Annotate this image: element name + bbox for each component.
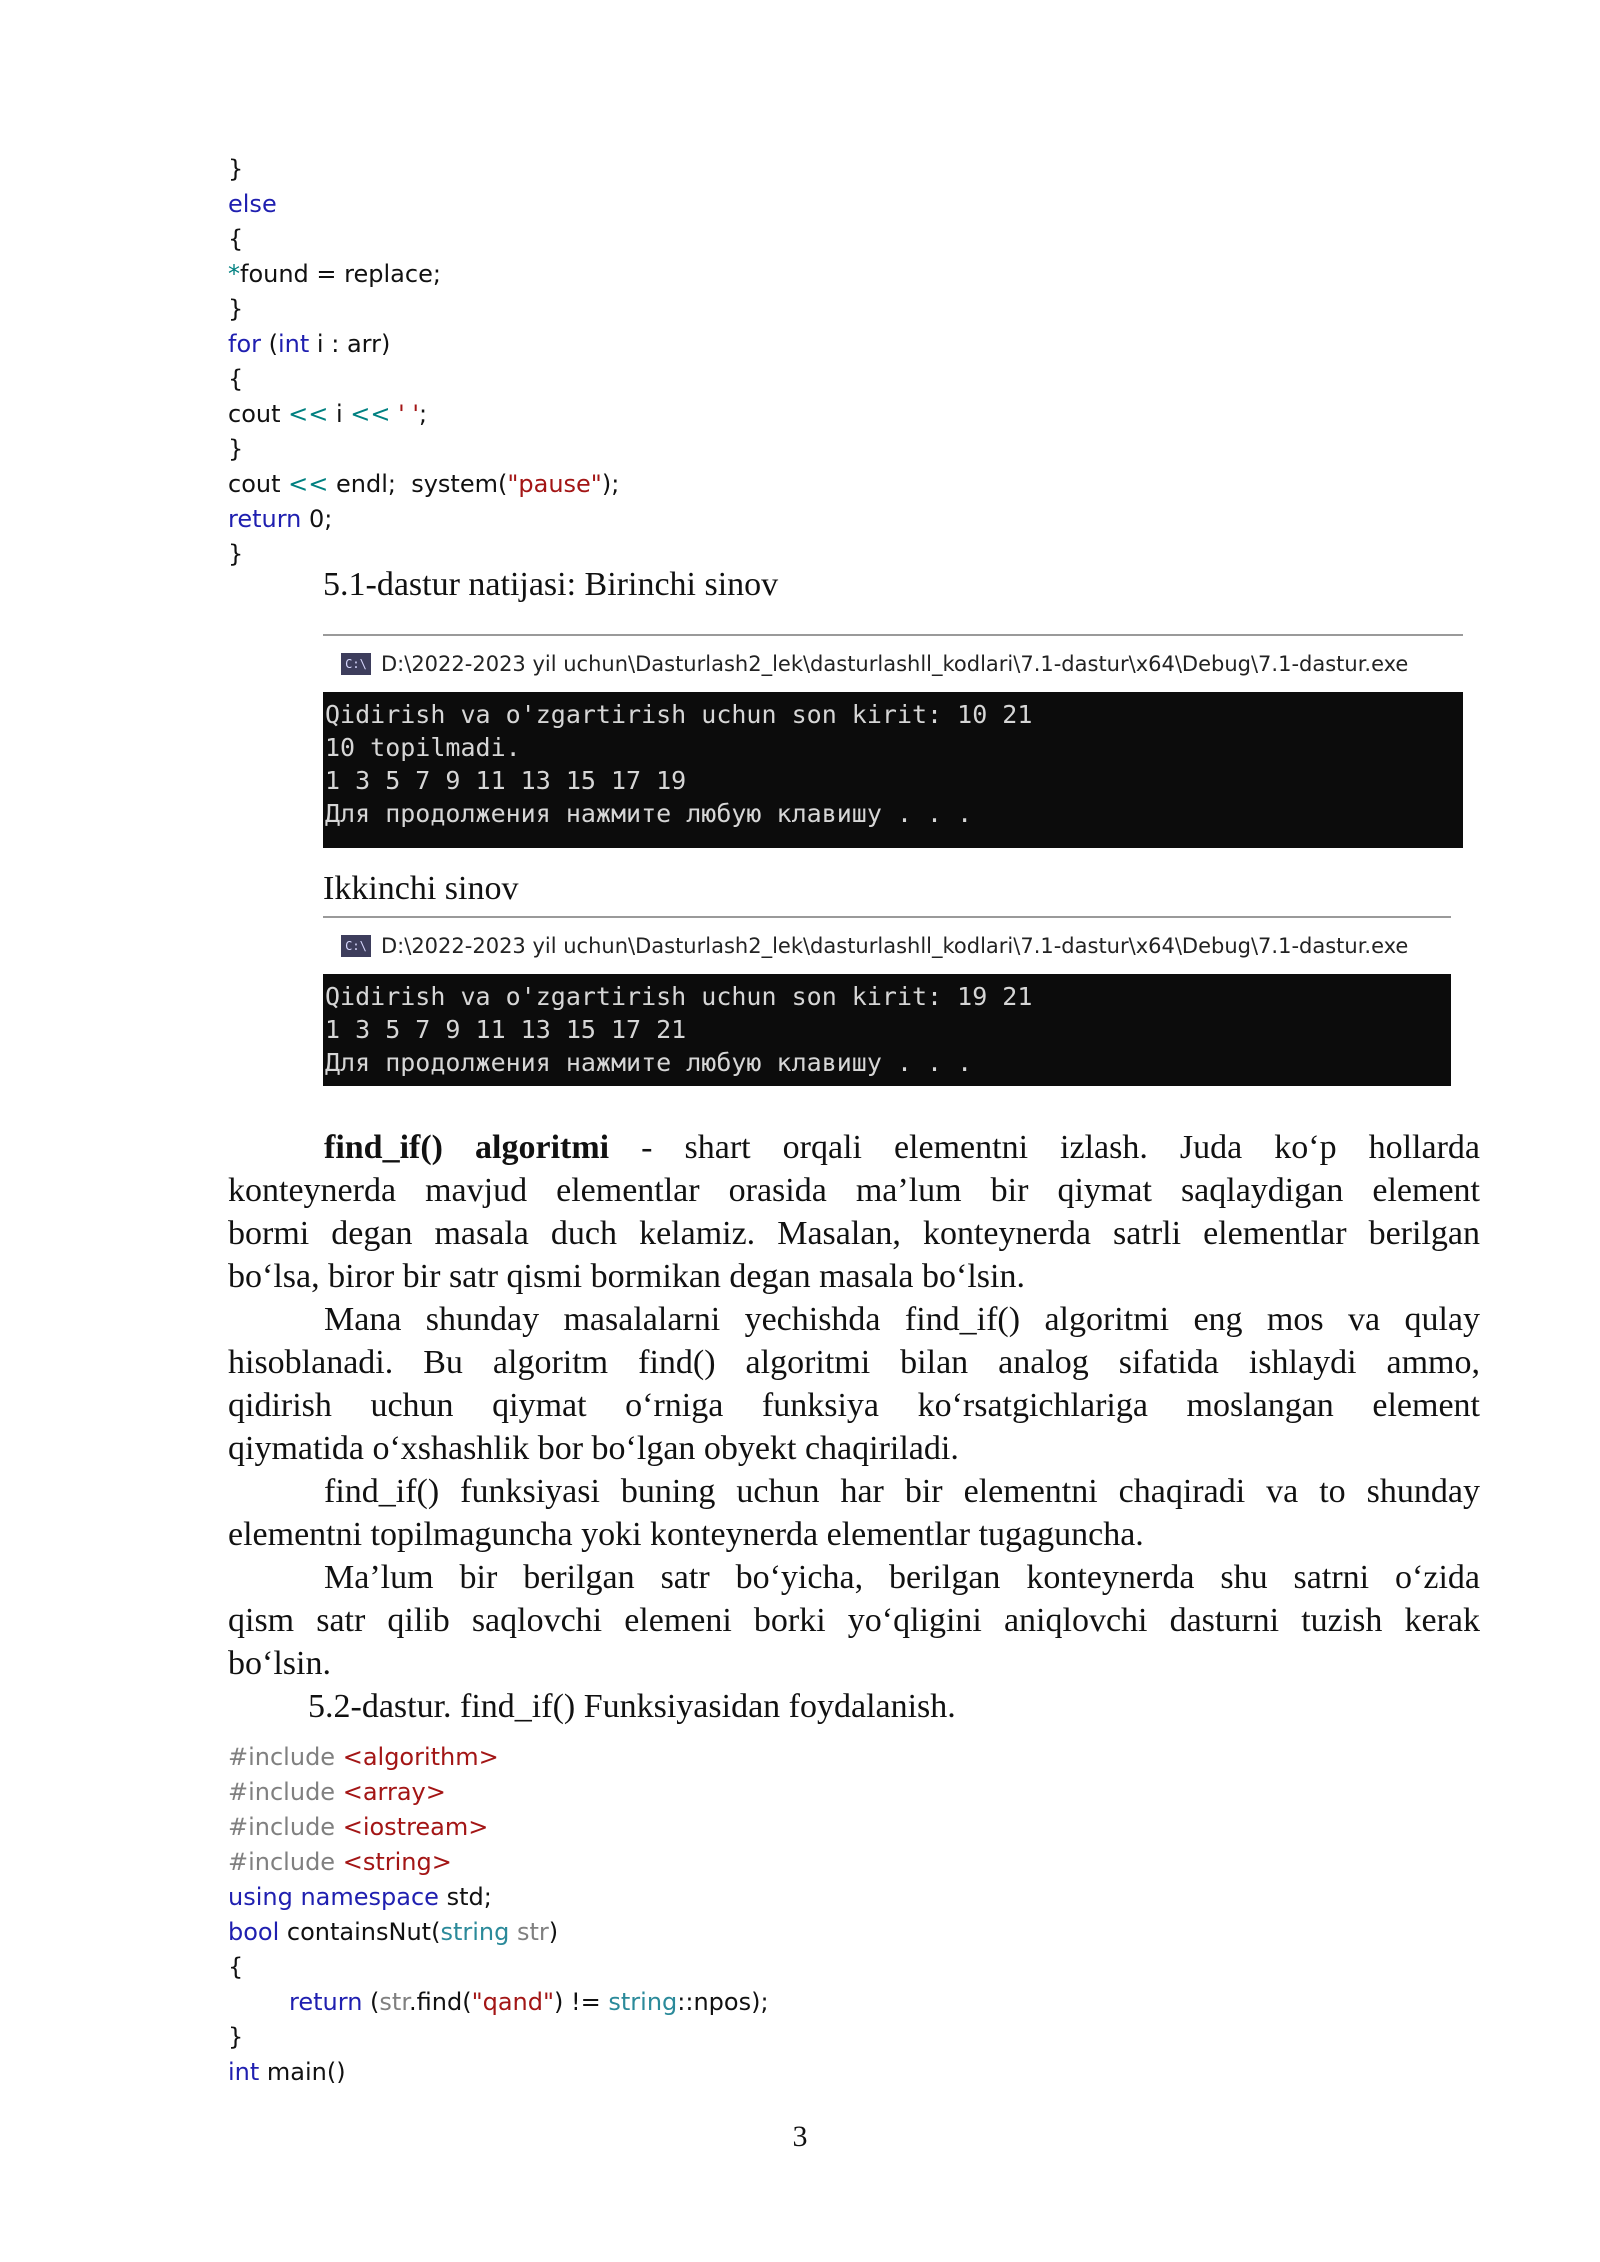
console-line: 1 3 5 7 9 11 13 15 17 21: [325, 1015, 687, 1044]
code-line: }: [228, 295, 244, 323]
code-line: return 0;: [228, 505, 333, 533]
paragraph-line: hisoblanadi. Bu algoritm find() algoritmi bilan analog sifatida ishlaydi ammo,: [228, 1344, 1480, 1381]
code-line: return (str.find("qand") != string::npos);: [289, 1988, 769, 2016]
code-line: #include <iostream>: [228, 1813, 489, 1841]
code-line: }: [228, 435, 244, 463]
code-line: #include <algorithm>: [228, 1743, 499, 1771]
code-line: cout << endl; system("pause");: [228, 470, 620, 498]
code-line: #include <string>: [228, 1848, 452, 1876]
console-line: Для продолжения нажмите любую клавишу . . .: [325, 1048, 973, 1077]
console-titlebar: [323, 916, 1451, 974]
paragraph-line: qism satr qilib saqlovchi elemeni borki yo‘qligini aniqlovchi dasturni tuzish kerak: [228, 1602, 1480, 1639]
code-listing-top: [228, 152, 619, 572]
page-number: 3: [792, 2120, 808, 2153]
code-line: for (int i : arr): [228, 330, 391, 358]
console-line: 1 3 5 7 9 11 13 15 17 19: [325, 766, 687, 795]
body-text: [228, 1126, 1480, 1728]
term-heading: find_if() algoritmi: [324, 1129, 610, 1166]
console-line: Qidirish va o'zgartirish uchun son kirit: 19 21: [325, 982, 1033, 1011]
paragraph-line: find_if() algoritmi - shart orqali elementni izlash. Juda ko‘p hollarda: [324, 1129, 1480, 1166]
console-titlebar: [323, 634, 1463, 692]
code-line: }: [228, 2023, 244, 2051]
console-line: Qidirish va o'zgartirish uchun son kirit: 10 21: [325, 700, 1033, 729]
second-test-caption: Ikkinchi sinov: [323, 870, 519, 907]
console-app-icon: C:\: [341, 935, 371, 957]
listing-caption: 5.2-dastur. find_if() Funksiyasidan foydalanish.: [308, 1688, 956, 1725]
code-line: {: [228, 1953, 244, 1981]
console-app-icon: C:\: [341, 653, 371, 675]
code-line: bool containsNut(string str): [228, 1918, 559, 1946]
paragraph-line: bo‘lsin.: [228, 1645, 331, 1682]
code-line: int main(): [228, 2058, 346, 2086]
console-output: [323, 974, 1451, 1086]
paragraph-line: qidirish uchun qiymat o‘rniga funksiya ko‘rsatgichlariga moslangan element: [228, 1387, 1480, 1424]
paragraph-line: find_if() funksiyasi buning uchun har bir elementni chaqiradi va to shunday: [324, 1473, 1480, 1510]
code-listing-bottom: [228, 1740, 769, 2090]
code-line: cout << i << ' ';: [228, 400, 428, 428]
code-line: else: [228, 190, 277, 218]
code-line: }: [228, 540, 244, 568]
code-line: *found = replace;: [228, 260, 441, 288]
code-line: }: [228, 155, 244, 183]
paragraph-line: Mana shunday masalalarni yechishda find_if() algoritmi eng mos va qulay: [324, 1301, 1480, 1338]
code-line: using namespace std;: [228, 1883, 492, 1911]
code-line: {: [228, 225, 244, 253]
paragraph-line: qiymatida o‘xshashlik bor bo‘lgan obyekt chaqiriladi.: [228, 1430, 959, 1467]
result-caption: 5.1-dastur natijasi: Birinchi sinov: [323, 566, 779, 603]
console-output: [323, 692, 1463, 848]
paragraph-line: bormi degan masala duch kelamiz. Masalan, konteynerda satrli elementlar berilgan: [228, 1215, 1480, 1252]
paragraph-line: konteynerda mavjud elementlar orasida ma’lum bir qiymat saqlaydigan element: [228, 1172, 1480, 1209]
console-title: D:\2022-2023 yil uchun\Dasturlash2_lek\dasturlashll_kodlari\7.1-dastur\x64\Debug\7.1-dastur.exe: [381, 652, 1409, 676]
console-line: Для продолжения нажмите любую клавишу . . .: [325, 799, 973, 828]
console-line: 10 topilmadi.: [325, 733, 521, 762]
console-window-second: [323, 916, 1451, 1086]
code-line: {: [228, 365, 244, 393]
paragraph-line: Ma’lum bir berilgan satr bo‘yicha, berilgan konteynerda shu satrni o‘zida: [324, 1559, 1480, 1596]
code-line: #include <array>: [228, 1778, 446, 1806]
paragraph-line: elementni topilmaguncha yoki konteynerda elementlar tugaguncha.: [228, 1516, 1144, 1553]
console-window-first: [323, 634, 1463, 848]
paragraph-line: bo‘lsa, biror bir satr qismi bormikan degan masala bo‘lsin.: [228, 1258, 1025, 1295]
console-title: D:\2022-2023 yil uchun\Dasturlash2_lek\dasturlashll_kodlari\7.1-dastur\x64\Debug\7.1-dastur.exe: [381, 934, 1409, 958]
